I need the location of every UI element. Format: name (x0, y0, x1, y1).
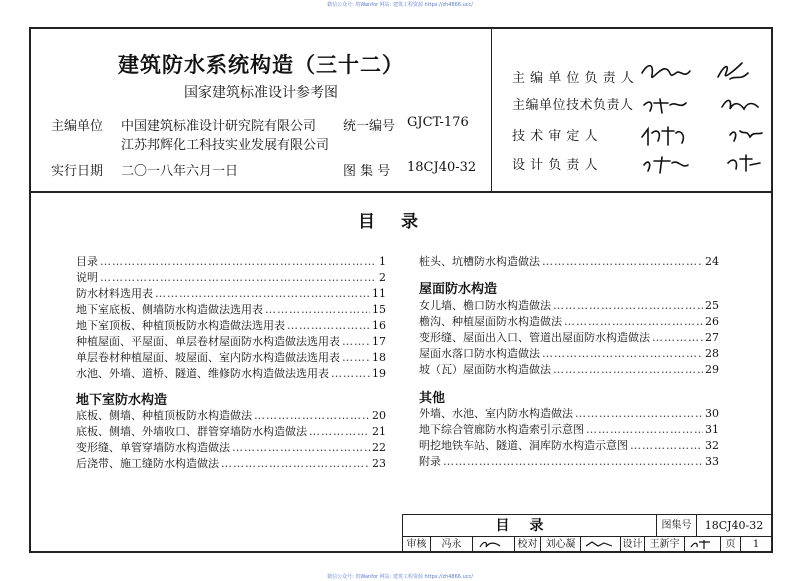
toc-row-title: 坡（瓦）屋面防水构造做法 (419, 363, 551, 376)
toc-row-page: 16 (372, 319, 386, 332)
atlas-title: 建筑防水系统构造（三十二） (118, 52, 404, 77)
toc-leader (265, 303, 370, 316)
toc-row-title: 底板、侧墙、外墙收口、群管穿墙防水构造做法 (76, 425, 307, 438)
atlas-subtitle: 国家建筑标准设计参考图 (184, 85, 338, 101)
toc-row-page: 1 (379, 255, 386, 268)
toc-leader (342, 335, 370, 348)
toc-section-basement: 地下室防水构造 (76, 393, 168, 408)
toc-row-title: 变形缝、屋面出入口、管道出屋面防水构造做法 (419, 331, 650, 344)
toc-row-page: 11 (372, 287, 386, 300)
toc-row[interactable] (76, 439, 386, 455)
page-value: 1 (741, 537, 772, 552)
reviewer-signature-mark (474, 537, 514, 551)
designer-signature (685, 537, 721, 552)
toc-leader (287, 319, 370, 332)
toc-row-page: 17 (372, 335, 386, 348)
page-label: 页 (721, 537, 741, 552)
code-value: GJCT-176 (407, 115, 469, 130)
toc-row[interactable] (76, 269, 386, 285)
toc-section-roof: 屋面防水构造 (419, 282, 498, 297)
toc-leader (564, 315, 703, 328)
toc-row[interactable] (76, 455, 386, 471)
reviewer-signature (473, 537, 515, 552)
toc-leader (542, 347, 703, 360)
toc-row[interactable] (76, 317, 386, 333)
toc-row-page: 22 (372, 441, 386, 454)
toc-row[interactable] (419, 329, 719, 345)
toc-leader (221, 457, 370, 470)
signature-1a (642, 66, 690, 78)
title-block (402, 514, 773, 553)
resp-label-chief-unit: 主 编 单 位 负 责 人 (512, 71, 635, 86)
toc-row[interactable] (76, 423, 386, 439)
toc-leader (309, 425, 370, 438)
date-label: 实行日期 (51, 164, 104, 179)
toc-row-page: 18 (372, 351, 386, 364)
toc-leader (254, 409, 370, 422)
toc-row-title: 防水材料选用表 (76, 287, 153, 300)
checker-name: 刘心凝 (541, 537, 581, 552)
toc-leader (342, 351, 370, 364)
editor-label: 主编单位 (51, 119, 104, 134)
designer-name: 王新宇 (645, 537, 685, 552)
toc-row-title: 单层卷材种植屋面、坡屋面、室内防水构造做法选用表 (76, 351, 340, 364)
toc-row-title: 明挖地铁车站、隧道、洞库防水构造示意图 (419, 439, 628, 452)
toc-row-title: 外墙、水池、室内防水构造做法 (419, 407, 573, 420)
toc-row-title: 种植屋面、平屋面、单层卷材屋面防水构造做法选用表 (76, 335, 340, 348)
toc-row-page: 27 (705, 331, 719, 344)
atlas-no-label: 图 集 号 (343, 164, 391, 179)
toc-leader (542, 255, 703, 268)
signature-marks (640, 59, 770, 179)
toc-row[interactable] (76, 285, 386, 301)
signature-2b (722, 100, 758, 109)
toc-row-title: 檐沟、种植屋面防水构造做法 (419, 315, 562, 328)
toc-row-title: 说明 (76, 271, 98, 284)
watermark-bottom: 微信公众号: 筑Wanfor 网站: 建筑工程资源 https://zh4866.ucc/ (327, 574, 473, 580)
toc-row-page: 30 (705, 407, 719, 420)
header-left (31, 29, 491, 191)
designer-signature-mark (686, 537, 720, 551)
toc-row[interactable] (76, 253, 386, 269)
toc-leader (553, 299, 703, 312)
toc-leader (575, 407, 703, 420)
toc-leader (553, 363, 703, 376)
toc-row-title: 底板、侧墙、种植顶板防水构造做法 (76, 409, 252, 422)
editor-unit-2: 江苏邦辉化工科技实业发展有限公司 (121, 138, 330, 153)
toc-row-title: 地下室底板、侧墙防水构造做法选用表 (76, 303, 263, 316)
toc-row-page: 24 (705, 255, 719, 268)
toc-row[interactable] (76, 349, 386, 365)
signature-4b (728, 155, 760, 171)
toc-row[interactable] (76, 407, 386, 423)
toc-row[interactable] (419, 421, 719, 437)
toc-row-page: 28 (705, 347, 719, 360)
toc-row-page: 29 (705, 363, 719, 376)
signature-4a (644, 157, 688, 173)
toc-leader (232, 441, 370, 454)
toc-row[interactable] (419, 361, 719, 377)
signature-3a (642, 127, 683, 145)
toc-row-page: 26 (705, 315, 719, 328)
resp-label-tech: 主编单位技术负责人 (512, 98, 634, 113)
toc-row-title: 后浇带、施工缝防水构造做法 (76, 457, 219, 470)
reviewer-name: 冯永 (431, 537, 473, 552)
responsibility-panel (491, 29, 774, 191)
header-separator (31, 191, 771, 193)
design-label: 设计 (621, 537, 645, 552)
title-block-atlas-value: 18CJ40-32 (697, 515, 772, 537)
resp-label-design: 设 计 负 责 人 (512, 158, 599, 173)
resp-label-review: 技 术 审 定 人 (512, 129, 599, 144)
toc-row-page: 25 (705, 299, 719, 312)
toc-leader (155, 287, 370, 300)
toc-row[interactable] (419, 313, 719, 329)
toc-row[interactable] (419, 297, 719, 313)
drawing-frame (29, 27, 773, 553)
toc-row-page: 21 (372, 425, 386, 438)
toc-leader (443, 455, 703, 468)
signature-1b (718, 63, 748, 79)
toc-row-title: 地下室顶板、种植顶板防水构造做法选用表 (76, 319, 285, 332)
date-value: 二〇一八年六月一日 (121, 164, 239, 179)
toc-row[interactable] (76, 301, 386, 317)
toc-row[interactable] (419, 405, 719, 421)
toc-row-title: 水池、外墙、道桥、隧道、维修防水构造做法选用表 (76, 367, 329, 380)
atlas-no-value: 18CJ40-32 (407, 160, 477, 175)
toc-leader (586, 423, 703, 436)
toc-leader (630, 439, 703, 452)
signature-2a (644, 99, 686, 113)
toc-row-title: 目录 (76, 255, 98, 268)
toc-row-title: 地下综合管廊防水构造索引示意图 (419, 423, 584, 436)
toc-leader (652, 331, 703, 344)
toc-section-other: 其他 (419, 391, 446, 406)
toc-heading: 目录 (358, 212, 444, 232)
toc-leader (331, 367, 370, 380)
signature-3b (730, 131, 762, 141)
toc-row-page: 19 (372, 367, 386, 380)
toc-row-page: 15 (372, 303, 386, 316)
checker-signature-mark (582, 537, 620, 551)
toc-leader (100, 271, 374, 284)
toc-row-title: 屋面水落口防水构造做法 (419, 347, 540, 360)
toc-row-page: 23 (372, 457, 386, 470)
code-label: 统一编号 (343, 119, 396, 134)
toc-row-title: 变形缝、单管穿墙防水构造做法 (76, 441, 230, 454)
title-block-title: 目录 (403, 515, 657, 537)
toc-leader (100, 255, 374, 268)
toc-row-title: 附录 (419, 455, 441, 468)
editor-unit-1: 中国建筑标准设计研究院有限公司 (121, 119, 317, 134)
toc-row-page: 32 (705, 439, 719, 452)
toc-row-title: 女儿墙、檐口防水构造做法 (419, 299, 551, 312)
toc-row-page: 31 (705, 423, 719, 436)
toc-row[interactable] (76, 333, 386, 349)
title-block-atlas-label: 图集号 (657, 515, 697, 537)
toc-row-page: 33 (705, 455, 719, 468)
toc-row[interactable] (419, 437, 719, 453)
toc-row[interactable] (419, 345, 719, 361)
toc-row[interactable] (419, 453, 719, 469)
toc-row-page: 2 (379, 271, 386, 284)
review-label: 审核 (403, 537, 431, 552)
toc-row[interactable] (419, 253, 719, 269)
checker-signature (581, 537, 621, 552)
toc-row-title: 桩头、坑槽防水构造做法 (419, 255, 540, 268)
toc-row-page: 20 (372, 409, 386, 422)
toc-row[interactable] (76, 365, 386, 381)
watermark-top: 微信公众号: 筑Wanfor 网站: 建筑工程资源 https://zh4866.ucc/ (327, 2, 473, 8)
check-label: 校对 (515, 537, 541, 552)
